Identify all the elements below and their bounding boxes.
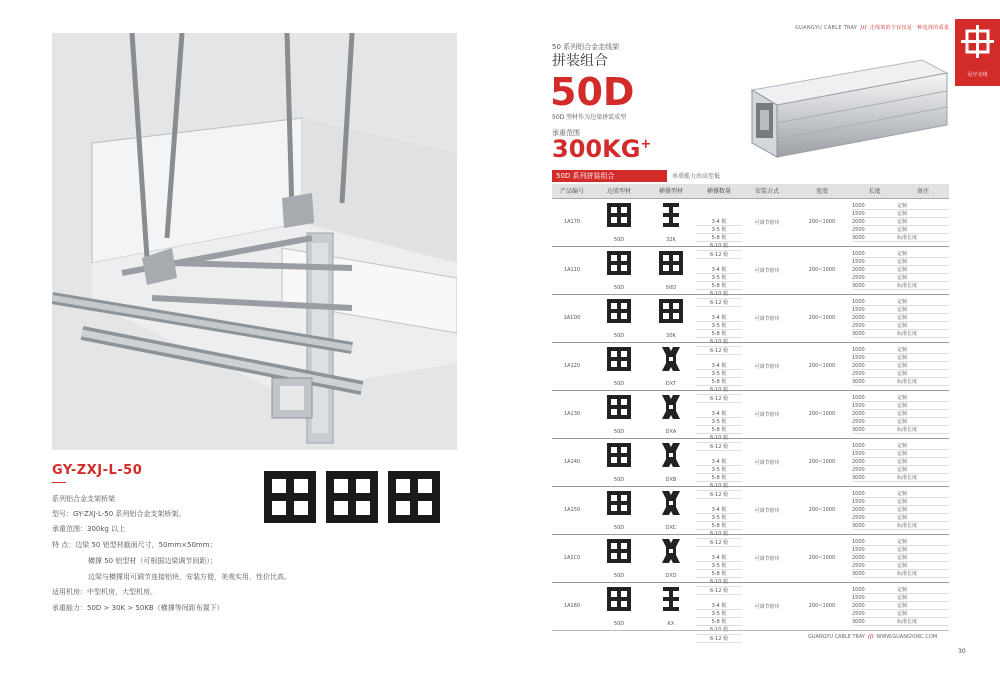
list-item: 1500 [852,354,897,362]
list-item: 定制 [897,498,949,506]
list-item: 标准长度 [897,474,949,482]
series-tag: 50D 系列拼装组合 [552,170,667,182]
note-cell [897,438,949,486]
list-item: 6-10 根 [696,290,742,298]
install-method: 可调节铝块 [742,534,792,582]
cross-profile-cell: 30K [646,294,696,342]
list-item: 定制 [897,346,949,354]
list-item: 2500 [852,370,897,378]
list-item: 3-5 根 [696,610,742,618]
cross-profile-cell: DXB [646,438,696,486]
cross-profile-cell: 32K [646,198,696,246]
install-method: 可调节铝块 [742,198,792,246]
list-item: 定制 [897,410,949,418]
product-code: 1A170 [552,198,592,246]
model-heading: 50D [550,70,635,114]
list-item: 3000 [852,570,897,578]
spec-line: 边梁与横撑用可调节连接铝块，安装方便，美观实用，性价比高。 [88,573,291,581]
list-item: 定制 [897,402,949,410]
list-item: 3-4 根 [696,458,742,466]
table-row [552,390,949,438]
profile-cross-icon [658,298,684,326]
list-item: 3000 [852,618,897,626]
edge-profile-cell: 50D [592,294,646,342]
list-item: 1500 [852,498,897,506]
table-header-row [552,184,949,198]
profile-cross-icon [660,346,682,374]
product-code: 1A150 [552,486,592,534]
list-item: 2000 [852,266,897,274]
length-cell [852,582,897,630]
list-item: 3-5 根 [696,274,742,282]
list-item: 标准长度 [897,378,949,386]
profile-50d-icon [606,298,632,326]
list-item: 3-5 根 [696,514,742,522]
list-item: 定制 [897,562,949,570]
profile-cross-sections [262,467,442,531]
list-item: 定制 [897,362,949,370]
profile-50d-icon [606,202,632,230]
profile-50d-icon [606,394,632,422]
header-brand: GUANGYU CABLE TRAY [795,25,858,31]
cable-tray-illustration [52,33,457,450]
list-item: 6-10 根 [696,530,742,538]
footer: GUANGYU CABLE TRAY /// WWW.GUANGYUKC.COM [808,634,938,640]
list-item: 定制 [897,266,949,274]
list-item: 1500 [852,402,897,410]
list-item: 6-10 根 [696,482,742,490]
install-method: 可调节铝块 [742,486,792,534]
cross-profile-cell: DXA [646,390,696,438]
col-header: 横撑数量 [696,184,742,198]
profile-cross-icon [658,250,684,278]
list-item: 6-10 根 [696,386,742,394]
list-item: 1000 [852,394,897,402]
list-item: 定制 [897,594,949,602]
note-cell [897,198,949,246]
list-item: 定制 [897,394,949,402]
spec-line: 系列铝合金支架桥架 [52,495,115,503]
list-item: 1000 [852,346,897,354]
page-number: 30 [958,648,966,655]
list-item: 6-12 根 [696,443,742,451]
table-row [552,198,949,246]
list-item: 1500 [852,258,897,266]
length-cell [852,438,897,486]
col-header: 安装方式 [742,184,792,198]
profile-cross-icon [662,202,680,230]
list-item: 定制 [897,514,949,522]
table-row [552,534,949,582]
tag-note: 承重能力由高至低 [672,173,721,180]
spec-line: 适用机房：中型机房，大型机房。 [52,588,157,596]
list-item: 3-5 根 [696,226,742,234]
model-subtitle: 50D 型材作为边梁拼装成型 [552,114,627,121]
list-item: 2000 [852,506,897,514]
load-label: 承重范围 [552,129,580,137]
list-item: 3-4 根 [696,218,742,226]
list-item: 6-10 根 [696,578,742,586]
table-row [552,438,949,486]
list-item: 2000 [852,218,897,226]
list-item: 1000 [852,538,897,546]
product-code: 1A1C0 [552,534,592,582]
list-item: 3000 [852,282,897,290]
list-item: 定制 [897,274,949,282]
header-slogan: 走线架的不仅仅是一种选择的质量 [869,25,950,31]
product-code: 1A160 [552,582,592,630]
width-range: 200~1000 [792,438,852,486]
col-header: 备注 [897,184,949,198]
list-item: 3-4 根 [696,410,742,418]
width-range: 200~1000 [792,246,852,294]
series-subtitle: 50 系列铝合金走线架 [552,43,620,51]
list-item: 标准长度 [897,570,949,578]
list-item: 6-12 根 [696,491,742,499]
table-row [552,246,949,294]
list-item: 2000 [852,458,897,466]
list-item: 3000 [852,522,897,530]
col-header: 宽度 [792,184,852,198]
list-item: 3-4 根 [696,266,742,274]
list-item: 3-5 根 [696,466,742,474]
table-row [552,582,949,630]
list-item: 定制 [897,306,949,314]
note-cell [897,342,949,390]
cross-profile-cell: DXD [646,534,696,582]
list-item: 定制 [897,506,949,514]
list-item: 6-12 根 [696,539,742,547]
logo-caption: 冠宇走线 [967,72,988,78]
list-item: 2000 [852,314,897,322]
install-method: 可调节铝块 [742,438,792,486]
profile-50d-icon [606,490,632,518]
list-item: 1000 [852,442,897,450]
width-range: 200~1000 [792,294,852,342]
list-item: 5-8 根 [696,234,742,242]
list-item: 标准长度 [897,330,949,338]
list-item: 2500 [852,322,897,330]
spec-line: 承重范围：300kg 以上 [52,525,126,533]
list-item: 6-12 根 [696,347,742,355]
edge-profile-cell: 50D [592,582,646,630]
list-item: 5-8 根 [696,522,742,530]
list-item: 定制 [897,458,949,466]
list-item: 6-12 根 [696,251,742,259]
list-item: 定制 [897,554,949,562]
install-method: 可调节铝块 [742,390,792,438]
list-item: 定制 [897,322,949,330]
list-item: 2500 [852,226,897,234]
profile-cross-icon [660,394,682,422]
spec-line: 横撑 50 铝型材（可根据边梁调节间距）； [88,557,217,565]
list-item: 6-10 根 [696,434,742,442]
product-code: 1A110 [552,246,592,294]
list-item: 定制 [897,586,949,594]
cross-profile-cell: 50D [646,246,696,294]
list-item: 定制 [897,202,949,210]
profile-50d-icon [606,346,632,374]
note-cell [897,534,949,582]
product-code: 1A120 [552,342,592,390]
table-row [552,342,949,390]
list-item: 3000 [852,330,897,338]
profile-cross-icon [662,586,680,614]
list-item: 1000 [852,586,897,594]
width-range: 200~1000 [792,534,852,582]
list-item: 标准长度 [897,618,949,626]
header-strip: GUANGYU CABLE TRAY /// 走线架的不仅仅是一种选择的质量 [795,25,950,31]
list-item: 2000 [852,362,897,370]
list-item: 1000 [852,490,897,498]
list-item: 2500 [852,610,897,618]
list-item: 标准长度 [897,522,949,530]
list-item: 1500 [852,594,897,602]
footer-divider [552,630,949,631]
list-item: 5-8 根 [696,474,742,482]
list-item: 6-12 根 [696,587,742,595]
list-item: 5-8 根 [696,570,742,578]
list-item: 3000 [852,474,897,482]
list-item: 3-5 根 [696,370,742,378]
brand-logo [955,19,1000,86]
list-item: 定制 [897,418,949,426]
list-item: 1000 [852,202,897,210]
list-item: 3000 [852,426,897,434]
list-item: 3-5 根 [696,562,742,570]
length-cell [852,246,897,294]
list-item: 2000 [852,410,897,418]
title-underline [52,482,66,483]
list-item: 定制 [897,538,949,546]
list-item: 3000 [852,378,897,386]
list-item: 标准长度 [897,426,949,434]
list-item: 1500 [852,450,897,458]
list-item: 2500 [852,514,897,522]
list-item: 定制 [897,490,949,498]
profile-50d-icon [606,250,632,278]
note-cell [897,582,949,630]
list-item: 6-12 根 [696,299,742,307]
edge-profile-cell: 50D [592,246,646,294]
list-item: 定制 [897,226,949,234]
cross-count-cell [696,198,742,258]
col-header: 产品编号 [552,184,592,198]
product-code: 1A1D0 [552,294,592,342]
list-item: 定制 [897,450,949,458]
width-range: 200~1000 [792,486,852,534]
list-item: 标准长度 [897,282,949,290]
profile-cross-icon [660,538,682,566]
list-item: 3-4 根 [696,314,742,322]
length-cell [852,390,897,438]
edge-profile-cell: 50D [592,438,646,486]
list-item: 1000 [852,250,897,258]
extrusion-render [742,55,952,164]
length-cell [852,486,897,534]
list-item: 5-8 根 [696,378,742,386]
list-item: 定制 [897,354,949,362]
note-cell [897,390,949,438]
cross-profile-cell: DXC [646,486,696,534]
product-code: 1A130 [552,390,592,438]
edge-profile-cell: 50D [592,342,646,390]
product-photo [52,33,457,450]
list-item: 3-4 根 [696,506,742,514]
width-range: 200~1000 [792,342,852,390]
cross-profile-cell: KX [646,582,696,630]
note-cell [897,294,949,342]
install-method: 可调节铝块 [742,342,792,390]
width-range: 200~1000 [792,390,852,438]
list-item: 3000 [852,234,897,242]
list-item: 1000 [852,298,897,306]
list-item: 3-5 根 [696,418,742,426]
load-value: 300KG+ [552,135,652,163]
list-item: 2000 [852,554,897,562]
list-item: 定制 [897,466,949,474]
list-item: 定制 [897,610,949,618]
length-cell [852,534,897,582]
series-title: 拼装组合 [552,53,608,69]
length-cell [852,294,897,342]
list-item: 1500 [852,306,897,314]
width-range: 200~1000 [792,582,852,630]
note-cell [897,246,949,294]
edge-profile-cell: 50D [592,390,646,438]
list-item: 定制 [897,258,949,266]
col-header: 边梁型材 [592,184,646,198]
list-item: 2000 [852,602,897,610]
list-item: 3-4 根 [696,602,742,610]
list-item: 定制 [897,602,949,610]
list-item: 2500 [852,418,897,426]
edge-profile-cell: 50D [592,534,646,582]
col-header: 横撑型材 [646,184,696,198]
profile-50d-icon [606,538,632,566]
length-cell [852,198,897,246]
profile-cross-icon [660,442,682,470]
table-row [552,294,949,342]
list-item: 3-4 根 [696,362,742,370]
list-item: 1500 [852,210,897,218]
list-item: 定制 [897,218,949,226]
list-item: 3-5 根 [696,322,742,330]
edge-profile-cell: 50D [592,198,646,246]
list-item: 定制 [897,370,949,378]
list-item: 定制 [897,298,949,306]
list-item: 6-12 根 [696,635,742,643]
install-method: 可调节铝块 [742,294,792,342]
install-method: 可调节铝块 [742,582,792,630]
cross-profile-cell: DXT [646,342,696,390]
list-item: 标准长度 [897,234,949,242]
list-item: 定制 [897,314,949,322]
width-range: 200~1000 [792,198,852,246]
list-item: 6-10 根 [696,242,742,250]
profile-50d-icon [606,442,632,470]
left-model-title: GY-ZXJ-L-50 [52,463,143,478]
spec-line: 特 点：边梁 50 铝型材截面尺寸，50mm×50mm； [52,541,217,549]
logo-mark-icon [955,19,1000,69]
list-item: 6-10 根 [696,338,742,346]
list-item: 1500 [852,546,897,554]
edge-profile-cell: 50D [592,486,646,534]
list-item: 6-12 根 [696,395,742,403]
list-item: 5-8 根 [696,282,742,290]
profile-cross-icon [660,490,682,518]
list-item: 定制 [897,546,949,554]
footer-url: WWW.GUANGYUKC.COM [876,634,938,640]
footer-brand: GUANGYU CABLE TRAY [808,634,865,640]
col-header: 长度 [852,184,897,198]
profile-50d-icon [606,586,632,614]
note-cell [897,486,949,534]
length-cell [852,342,897,390]
table-row [552,486,949,534]
list-item: 3-4 根 [696,554,742,562]
spec-line: 承重能力：50D > 30K > 50KB（横撑等间距布置下） [52,604,224,612]
install-method: 可调节铝块 [742,246,792,294]
list-item: 2500 [852,466,897,474]
list-item: 定制 [897,210,949,218]
list-item: 5-8 根 [696,330,742,338]
spec-line: 型号：GY-ZXJ-L-50 系列铝合金支架桥架。 [52,510,186,518]
product-code: 1A140 [552,438,592,486]
list-item: 2500 [852,274,897,282]
list-item: 定制 [897,442,949,450]
list-item: 5-8 根 [696,618,742,626]
list-item: 定制 [897,250,949,258]
list-item: 2500 [852,562,897,570]
list-item: 5-8 根 [696,426,742,434]
